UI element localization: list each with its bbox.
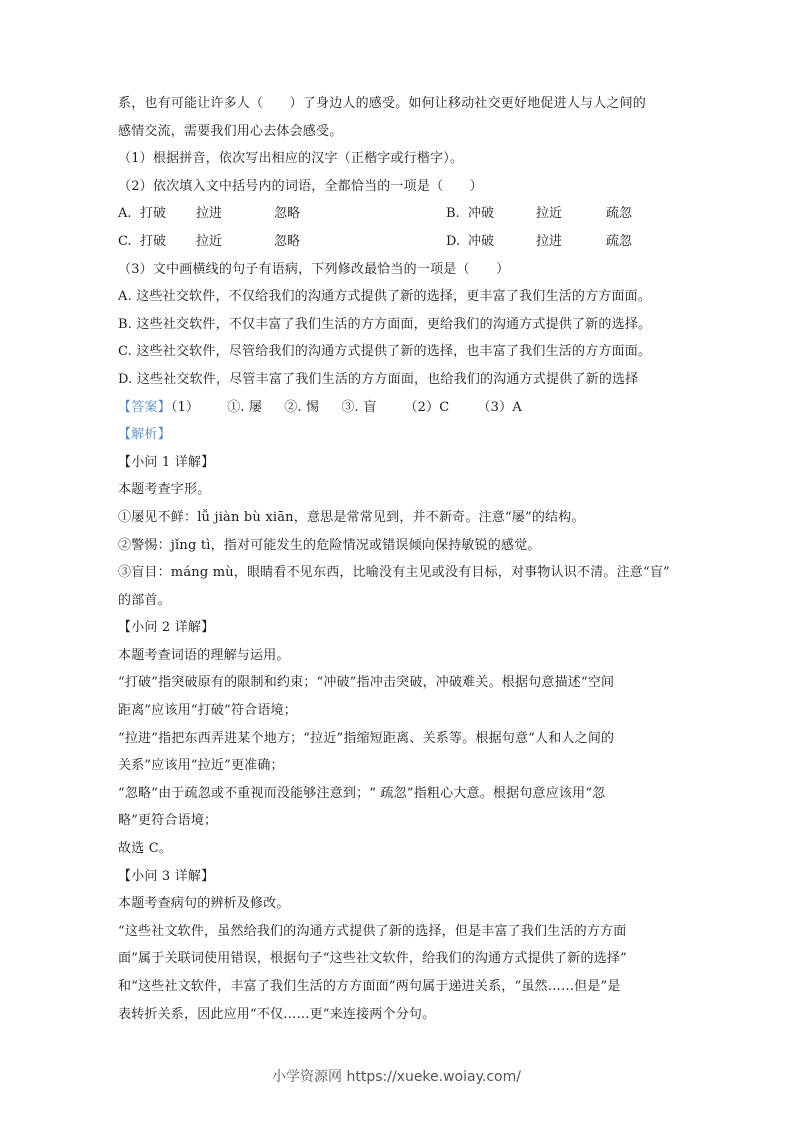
footer-watermark: 小学资源网 https://xueke.woiay.com/ — [272, 1069, 521, 1085]
answer-label: 【答案】 — [118, 399, 171, 415]
option-b: B. 冲破 拉近 疏忽 — [446, 206, 633, 222]
analysis-line: ③盲目：máng mù，眼睛看不见东西，比喻没有主见或没有目标，对事物认识不清。注意“盲” — [118, 565, 670, 581]
analysis-line: 略”更符合语境； — [118, 813, 218, 829]
q3-option-b: B. 这些社交软件，不仅丰富了我们生活的方方面面，更给我们的沟通方式提供了新的选择。 — [118, 316, 652, 332]
question-3: （3）文中画横线的句子有语病，下列修改最恰当的一项是（ ） — [118, 261, 510, 277]
q2-options-row — [118, 200, 680, 228]
question-1: （1）根据拼音，依次写出相应的汉字（正楷字或行楷字）。 — [118, 151, 464, 167]
analysis-line: 距离”应该用“打破”符合语境； — [118, 703, 297, 719]
analysis-label: 【解析】 — [118, 427, 171, 443]
answer-part: （1） — [170, 399, 200, 415]
section-heading: 【小问 1 详解】 — [118, 454, 215, 470]
option-a: A. 打破 拉进 忽略 — [118, 206, 301, 222]
answer-part: ②. 惕 — [284, 399, 320, 415]
analysis-line: 本题考查词语的理解与运用。 — [118, 647, 290, 663]
analysis-line: 的部首。 — [118, 592, 171, 608]
answer-part: ①. 屡 — [227, 399, 263, 415]
answer-part: （3）A — [477, 399, 522, 415]
analysis-line: 本题考查病句的辨析及修改。 — [118, 896, 290, 912]
analysis-line: 关系”应该用“拉近”更准确； — [118, 758, 284, 774]
q3-option-c: C. 这些社交软件，尽管给我们的沟通方式提供了新的选择，也丰富了我们生活的方方面面。 — [118, 344, 652, 360]
question-2: （2）依次填入文中括号内的词语，全都恰当的一项是（ ） — [118, 178, 483, 194]
analysis-line: “忽略”由于疏忽或不重视而没能够注意到；“ 疏忽”指粗心大意。根据句意应该用“忽 — [118, 785, 606, 801]
analysis-line: “拉进”指把东西弄进某个地方；“拉近”指缩短距离、关系等。根据句意“人和人之间的 — [118, 730, 615, 746]
answer-part: （2）C — [404, 399, 450, 415]
analysis-line: 表转折关系，因此应用“不仅……更”来连接两个分句。 — [118, 1006, 436, 1022]
intro-line: 系，也有可能让许多人（ ）了身边人的感受。如何让移动社交更好地促进人与人之间的 — [118, 96, 647, 111]
analysis-line: “打破”指突破原有的限制和约束；“冲破”指冲击突破，冲破难关。根据句意描述“空间 — [118, 675, 615, 691]
intro-line: 感情交流，需要我们用心去体会感受。 — [118, 123, 343, 139]
q2-options-row — [118, 228, 680, 256]
section-heading: 【小问 2 详解】 — [118, 620, 215, 636]
analysis-line: 和“这些社文软件，丰富了我们生活的方方面面”两句属于递进关系，“虽然……但是”是 — [118, 979, 621, 994]
option-c: C. 打破 拉近 忽略 — [118, 233, 301, 249]
answer-part: ③. 盲 — [341, 399, 377, 415]
q3-option-d: D. 这些社交软件，尽管丰富了我们生活的方方面面，也给我们的沟通方式提供了新的选择 — [118, 371, 639, 387]
analysis-line: 面”属于关联词使用错误，根据句子“这些社文软件，给我们的沟通方式提供了新的选择” — [118, 951, 627, 967]
analysis-line: ①屡见不鲜：lǚ jiàn bù xiān，意思是常常见到，并不新奇。注意“屡”的结构。 — [118, 509, 585, 525]
section-heading: 【小问 3 详解】 — [118, 868, 215, 884]
document-page — [118, 90, 680, 1028]
q3-option-a: A. 这些社交软件，不仅给我们的沟通方式提供了新的选择，更丰富了我们生活的方方面面。 — [118, 289, 652, 305]
analysis-line: ②警惕：jǐng tì，指对可能发生的危险情况或错误倾向保持敏锐的感觉。 — [118, 537, 541, 553]
answer-row — [118, 394, 680, 422]
analysis-line: 本题考查字形。 — [118, 482, 211, 498]
analysis-line: 故选 C。 — [118, 841, 173, 857]
analysis-line: “这些社文软件，虽然给我们的沟通方式提供了新的选择，但是丰富了我们生活的方方面 — [118, 923, 627, 939]
option-d: D. 冲破 拉进 疏忽 — [446, 233, 633, 249]
